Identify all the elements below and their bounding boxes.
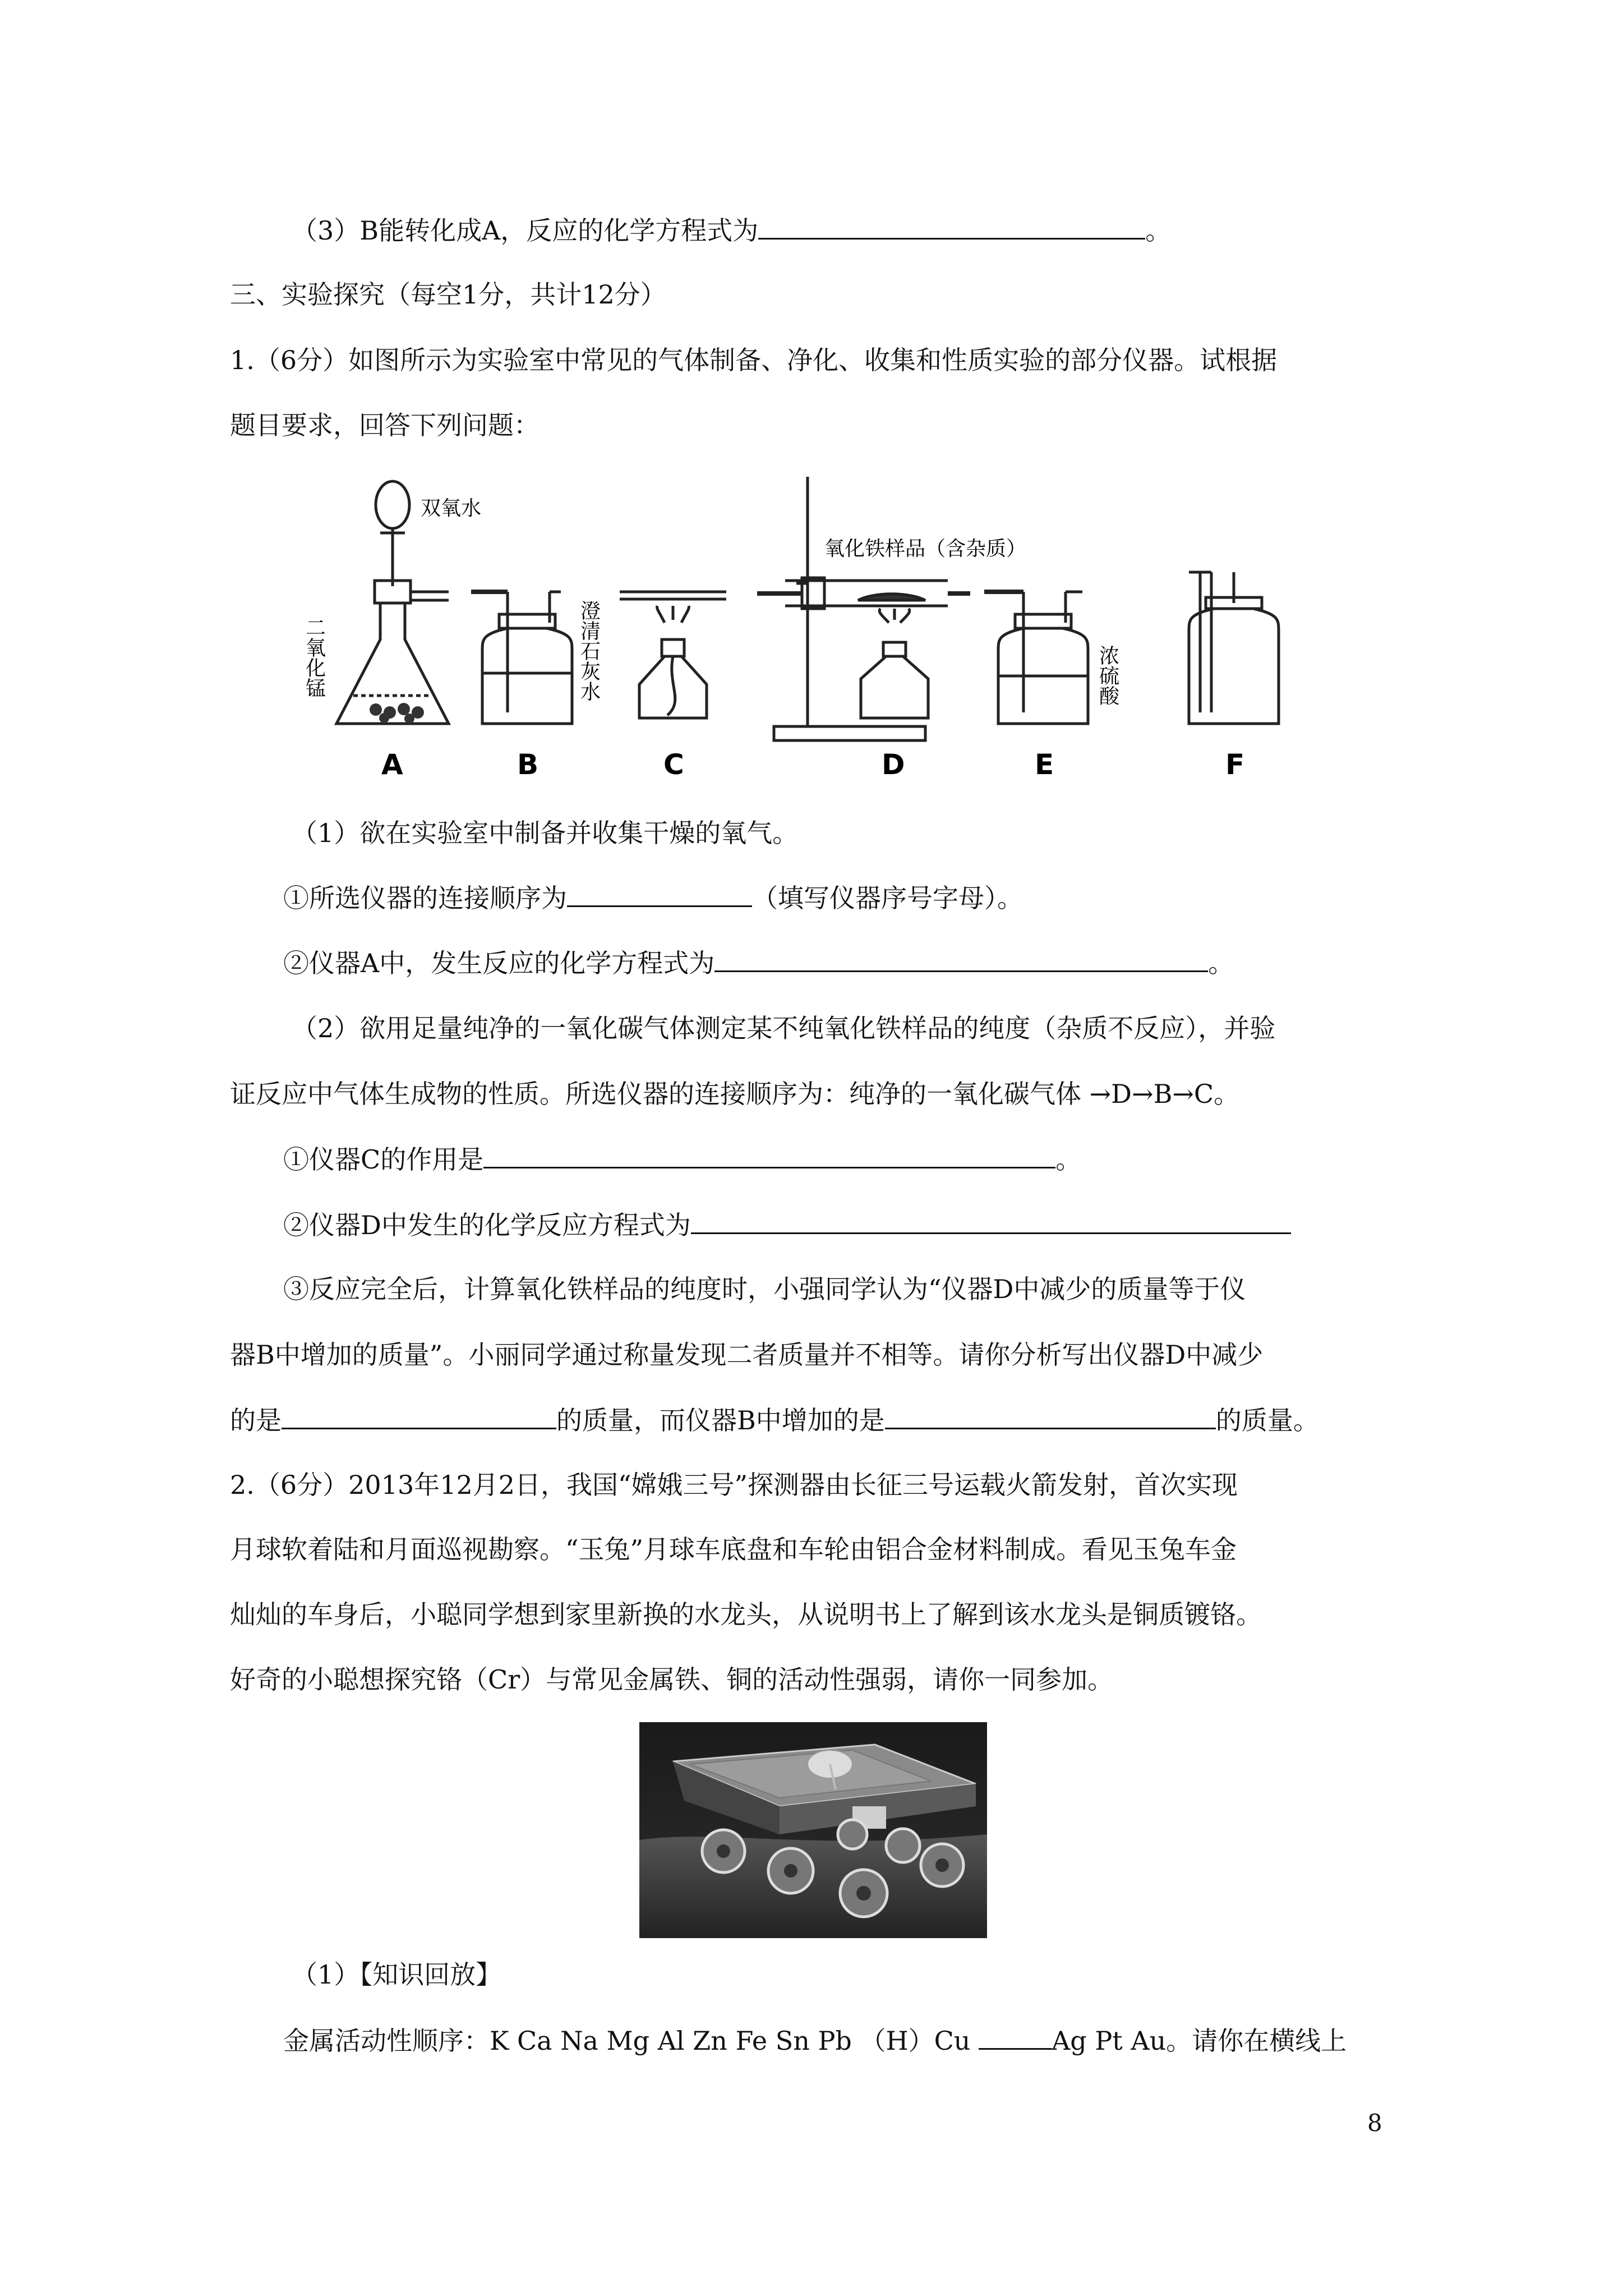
- label-b-side: 澄清石灰水: [577, 600, 601, 701]
- q2-sub1: （1）【知识回放】: [292, 1959, 502, 1990]
- q3-line: （3）B能转化成A，反应的化学方程式为 。: [292, 213, 1171, 247]
- page-number: 8: [1367, 2109, 1382, 2137]
- q1-sub1-a: ①所选仪器的连接顺序为 （填写仪器序号字母）。: [283, 881, 1023, 915]
- q1-sub1-b: ②仪器A中，发生反应的化学方程式为 。: [283, 946, 1234, 980]
- question-1-line-1: 1.（6分）如图所示为实验室中常见的气体制备、净化、收集和性质实验的部分仪器。试根据: [230, 345, 1278, 375]
- q1-sub1: （1）欲在实验室中制备并收集干燥的氧气。: [292, 818, 799, 848]
- q1-sub2-c-line-1: ③反应完全后，计算氧化铁样品的纯度时，小强同学认为“仪器D中减少的质量等于仪: [283, 1274, 1246, 1304]
- apparatus-figure: [302, 471, 1301, 785]
- label-B: B: [517, 748, 539, 781]
- apparatus-e: [984, 592, 1088, 724]
- answer-blank[interactable]: [567, 881, 752, 907]
- label-D: D: [882, 748, 905, 781]
- question-2-line-2: 月球软着陆和月面巡视勘察。“玉兔”月球车底盘和车轮由铝合金材料制成。看见玉兔车金: [230, 1534, 1237, 1565]
- label-C: C: [663, 748, 684, 781]
- answer-blank[interactable]: [282, 1403, 556, 1429]
- question-2-line-4: 好奇的小聪想探究铬（Cr）与常见金属铁、铜的活动性强弱，请你一同参加。: [230, 1664, 1114, 1695]
- answer-blank[interactable]: [758, 213, 1145, 240]
- answer-blank[interactable]: [979, 2023, 1052, 2050]
- q1-sub2-a: ①仪器C的作用是 。: [283, 1142, 1081, 1176]
- answer-blank[interactable]: [691, 1208, 1291, 1234]
- question-2-line-1: 2.（6分）2013年12月2日，我国“嫦娥三号”探测器由长征三号运载火箭发射，首次实现: [230, 1470, 1238, 1500]
- section-heading: 三、实验探究（每空1分，共计12分）: [230, 279, 666, 310]
- q1-sub2-c-line-2: 器B中增加的质量”。小丽同学通过称量发现二者质量并不相等。请你分析写出仪器D中减少: [230, 1340, 1264, 1370]
- apparatus-f: [1189, 572, 1279, 724]
- q2-sub1-text: 金属活动性顺序：K Ca Na Mg Al Zn Fe Sn Pb （H）Cu Ag Pt Au。请你在横线上: [283, 2023, 1347, 2058]
- apparatus-c: [620, 592, 726, 718]
- label-e-side: 浓硫酸: [1096, 645, 1119, 706]
- answer-blank[interactable]: [483, 1142, 1055, 1168]
- answer-blank[interactable]: [714, 946, 1208, 972]
- q3-text: （3）B能转化成A，反应的化学方程式为: [292, 215, 759, 246]
- q1-sub2-line-2: 证反应中气体生成物的性质。所选仪器的连接顺序为：纯净的一氧化碳气体 →D→B→C。: [230, 1079, 1240, 1109]
- lunar-rover-photo: [639, 1722, 987, 1938]
- label-A: A: [381, 748, 403, 781]
- label-F: F: [1225, 748, 1245, 781]
- q1-sub2-c-line-3: 的是 的质量，而仪器B中增加的是 的质量。: [230, 1403, 1319, 1437]
- question-2-line-3: 灿灿的车身后，小聪同学想到家里新换的水龙头，从说明书上了解到该水龙头是铜质镀铬。: [230, 1599, 1262, 1630]
- q1-sub2-b: ②仪器D中发生的化学反应方程式为: [283, 1208, 1291, 1242]
- label-a-top: 双氧水: [421, 497, 482, 520]
- q1-sub2-line-1: （2）欲用足量纯净的一氧化碳气体测定某不纯氧化铁样品的纯度（杂质不反应），并验: [292, 1013, 1276, 1043]
- label-d-top: 氧化铁样品（含杂质）: [824, 537, 1027, 560]
- answer-blank[interactable]: [885, 1403, 1216, 1429]
- label-E: E: [1035, 748, 1054, 781]
- question-1-line-2: 题目要求，回答下列问题：: [230, 410, 540, 440]
- apparatus-b: [471, 592, 572, 724]
- label-a-side: 二氧化锰: [302, 617, 326, 698]
- apparatus-d: [757, 477, 970, 740]
